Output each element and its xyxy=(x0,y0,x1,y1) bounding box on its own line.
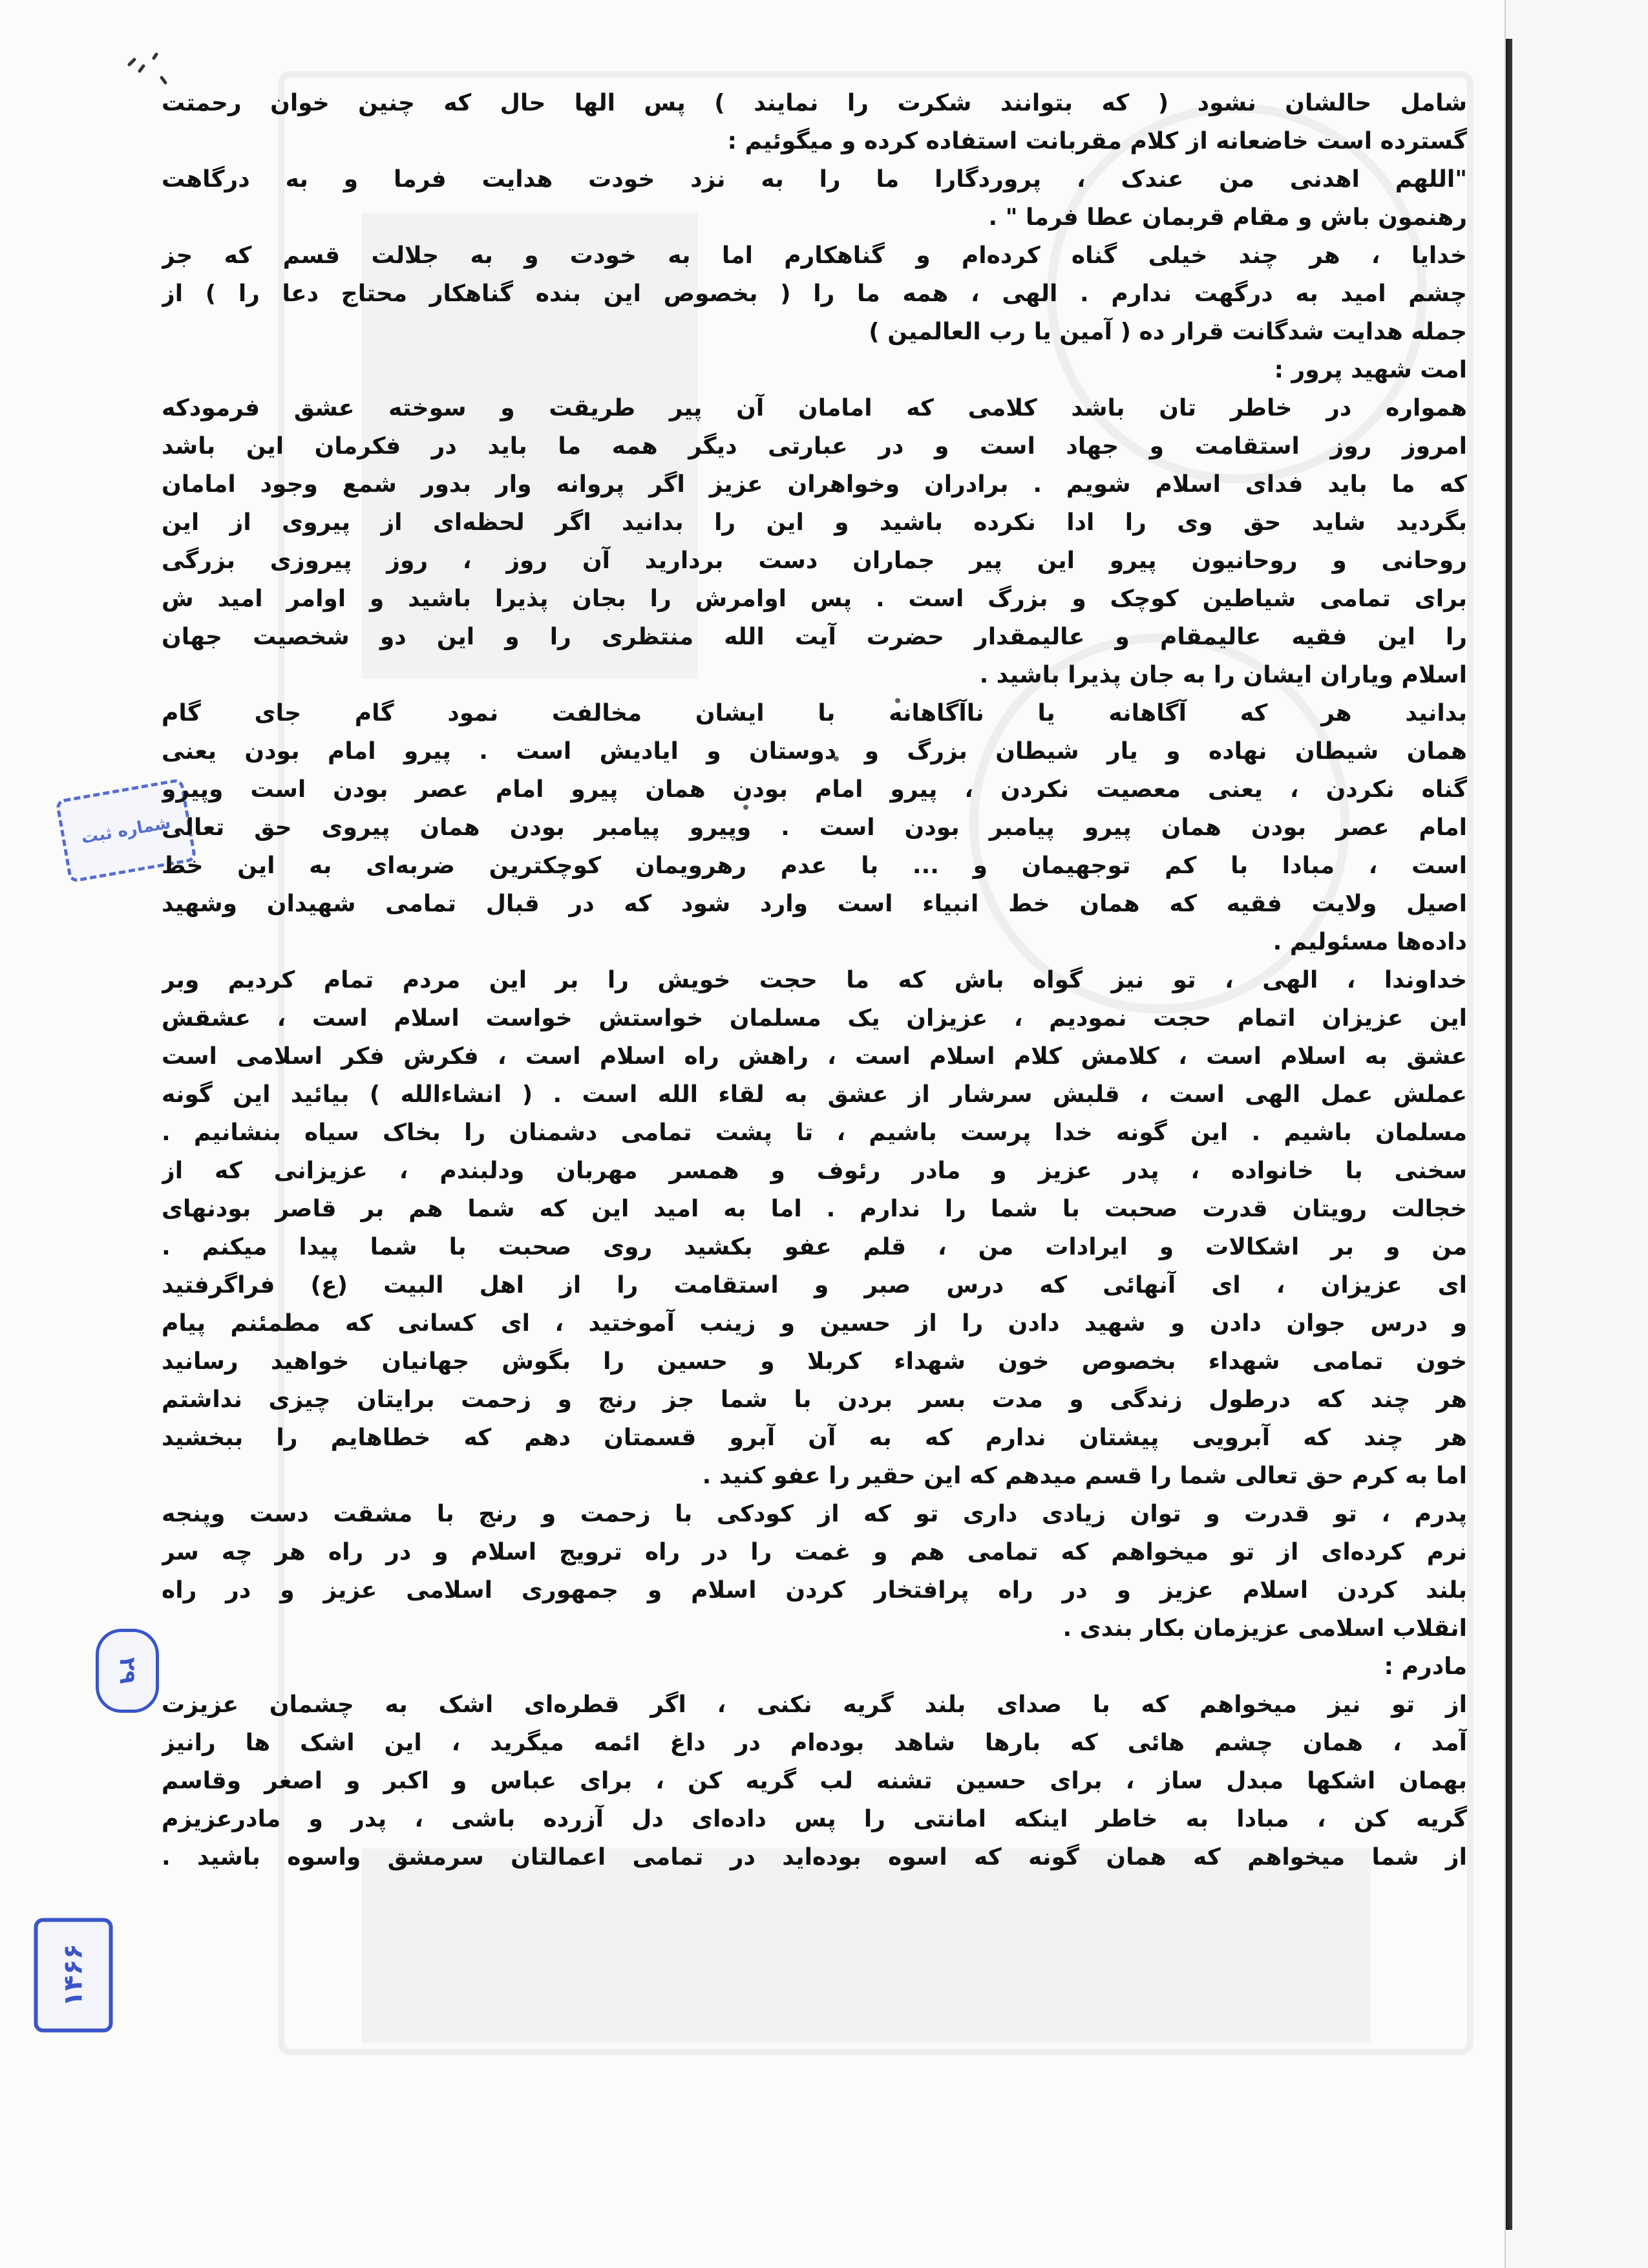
text-line: من و بر اشکالات و ایرادات من ، قلم عفو بکشید روی صحبت با شما پیدا میکنم . xyxy=(162,1234,1467,1260)
text-line: است ، مبادا با کم توجهیمان و ... با عدم رهرویمان کوچکترین ضربه‌ای به این خط xyxy=(162,853,1467,879)
text-line: گریه کن ، مبادا به خاطر اینکه امانتی را پس داده‌ای دل آزرده باشی ، پدر و مادرعزیزم xyxy=(162,1806,1467,1832)
text-line: امام عصر بودن همان پیرو پیامبر بودن است . وپیرو پیامبر بودن همان پیروی حق تعالی xyxy=(162,814,1467,841)
text-line: جمله هدایت شدگانت قرار ده ( آمین یا رب العالمین ) xyxy=(869,319,1467,345)
text-line: روحانی و روحانیون پیرو این پیر جماران دست بردارید آن روز ، روز پیروزی بزرگی xyxy=(162,547,1467,574)
text-line: که ما باید فدای اسلام شویم . برادران وخواهران عزیز اگر پروانه وار بدور شمع وجود امامان xyxy=(162,471,1467,498)
text-line: گناه نکردن ، یعنی معصیت نکردن ، پیرو امام بودن همان پیرو امام عصر بودن است وپیرو xyxy=(162,776,1467,803)
text-line: گسترده است خاضعانه از کلام مقربانت استفاده کرده و میگوئیم : xyxy=(727,128,1467,154)
text-line: مسلمان باشیم . این گونه خدا پرست باشیم ، تا پشت تمامی دشمنان را بخاک سیاه بنشانیم . xyxy=(162,1119,1467,1146)
page-edge-shadow xyxy=(1506,39,1512,2230)
text-line: را این فقیه عالیمقام و عالیمقدار حضرت آیت الله منتظری را و این دو شخصیت جهان xyxy=(162,624,1467,650)
registration-number-stamp: ۱۴۶۶ xyxy=(34,1918,113,2033)
text-line: اما به کرم حق تعالی شما را قسم میدهم که این حقیر را عفو کنید . xyxy=(702,1463,1467,1489)
text-line: خدایا ، هر چند خیلی گناه کرده‌ام و گناهکارم اما به خودت و به جلالت قسم که جز xyxy=(162,242,1467,269)
text-line: عشق به اسلام است ، کلامش کلام اسلام است ، راهش راه اسلام است ، فکرش فکر اسلامی است xyxy=(162,1043,1467,1070)
text-line: همواره در خاطر تان باشد کلامی که امامان آن پیر طریقت و سوخته عشق فرمودکه xyxy=(162,395,1467,421)
text-line: نرم کرده‌ای از تو میخواهم که تمامی هم و غمت را در راه ترویج اسلام و در راه هر چه سر xyxy=(162,1539,1467,1565)
scanner-margin xyxy=(1505,0,1648,2268)
text-line: امروز روز استقامت و جهاد است و در عبارتی دیگر همه ما باید در فکرمان این باشد xyxy=(162,433,1467,460)
text-line: "اللهم اهدنی من عندک ، پروردگارا ما را به نزد خودت هدایت فرما و به درگاهت xyxy=(162,166,1467,193)
text-line: بلند کردن اسلام عزیز و در راه پرافتخار کردن اسلام و جمهوری اسلامی عزیز و در راه xyxy=(162,1577,1467,1604)
text-line: همان شیطان نهاده و یار شیطان بزرگ و دوستان و ایادیش است . پیرو امام بودن یعنی xyxy=(162,738,1467,765)
text-line: خداوندا ، الهی ، تو نیز گواه باش که ما حجت خویش را بر این مردم تمام کردیم وبر xyxy=(162,967,1467,993)
text-line: و درس جوان دادن و شهید دادن را از حسین و زینب آموختید ، ای کسانی که مطمئنم پیام xyxy=(162,1310,1467,1337)
text-line: بدانید هر که آگاهانه یا ناآگاهانه با ایشان مخالفت نمود گام جای گام xyxy=(162,700,1467,726)
text-line: از شما میخواهم که همان گونه که اسوه بوده‌اید در تمامی اعمالتان سرمشق واسوه باشید . xyxy=(162,1844,1467,1871)
text-line: اسلام ویاران ایشان را به جان پذیرا باشید . xyxy=(979,662,1467,688)
text-line: بهمان اشکها مبدل ساز ، برای حسین تشنه لب گریه کن ، برای عباس و اکبر و اصغر وقاسم xyxy=(162,1768,1467,1794)
archive-stamp: شماره ثبت xyxy=(55,778,197,884)
text-line: آمد ، همان چشم هائی که بارها شاهد بوده‌ام در داغ ائمه میگرید ، این اشک ها رانیز xyxy=(162,1730,1467,1756)
text-line: شامل حالشان نشود ( که بتوانند شکرت را نمایند ) پس الها حال که چنین خوان رحمتت xyxy=(162,90,1467,116)
text-line: پدرم ، تو قدرت و توان زیادی داری تو که از کودکی با زحمت و رنج با مشقت دست وپنجه xyxy=(162,1501,1467,1527)
text-line: امت شهید پرور : xyxy=(1274,357,1467,383)
text-line: مادرم : xyxy=(1384,1653,1467,1680)
text-line: هر چند که آبرویی پیشتان ندارم که به آن آبرو قسمتان دهم که خطاهایم را ببخشید xyxy=(162,1425,1467,1451)
text-line: هر چند که درطول زندگی و مدت بسر بردن با شما جز رنج و زحمت برایتان چیزی نداشتم xyxy=(162,1386,1467,1413)
text-line: از تو نیز میخواهم که با صدای بلند گریه نکنی ، اگر قطره‌ای اشک به چشمان عزیزت xyxy=(162,1691,1467,1718)
text-line: این عزیزان اتمام حجت نمودیم ، عزیزان یک مسلمان خواستش خواست اسلام است ، عشقش xyxy=(162,1005,1467,1032)
text-line: خون تمامی شهداء بخصوص خون شهداء کربلا و حسین را بگوش جهانیان خواهید رسانید xyxy=(162,1348,1467,1375)
letter-body xyxy=(162,84,1467,2236)
text-line: رهنمون باش و مقام قربمان عطا فرما " . xyxy=(988,204,1467,231)
text-line: خجالت رویتان قدرت صحبت با شما را ندارم . اما به امید این که شما هم بر قاصر بودنهای xyxy=(162,1196,1467,1222)
text-line: انقلاب اسلامی عزیزمان بکار بندی . xyxy=(1062,1615,1467,1642)
page-number-stamp: ۲۹ xyxy=(96,1629,159,1713)
text-line: ای عزیزان ، ای آنهائی که درس صبر و استقامت را از اهل البیت (ع) فراگرفتید xyxy=(162,1272,1467,1298)
text-line: برای تمامی شیاطین کوچک و بزرگ است . پس اوامرش را بجان پذیرا باشید و اوامر امید ش xyxy=(162,586,1467,612)
text-line: بگردید شاید حق وی را ادا نکرده باشید و این را بدانید اگر لحظه‌ای از پیروی از این xyxy=(162,509,1467,536)
text-line: سخنی با خانواده ، پدر عزیز و مادر رئوف و همسر مهربان ودلبندم ، عزیزانی که از xyxy=(162,1158,1467,1184)
text-line: چشم امید به درگهت ندارم . الهی ، همه ما را ( بخصوص این بنده گناهکار محتاج دعا را ) از xyxy=(162,281,1467,307)
text-line: اصیل ولایت فقیه که همان خط انبیاء است وارد شود که در قبال تمامی شهیدان وشهید xyxy=(162,891,1467,917)
text-line: عملش عمل الهی است ، قلبش سرشار از عشق به لقاء الله است . ( انشاءالله ) بیائید این گونه xyxy=(162,1081,1467,1108)
text-line: داده‌ها مسئولیم . xyxy=(1273,929,1467,955)
